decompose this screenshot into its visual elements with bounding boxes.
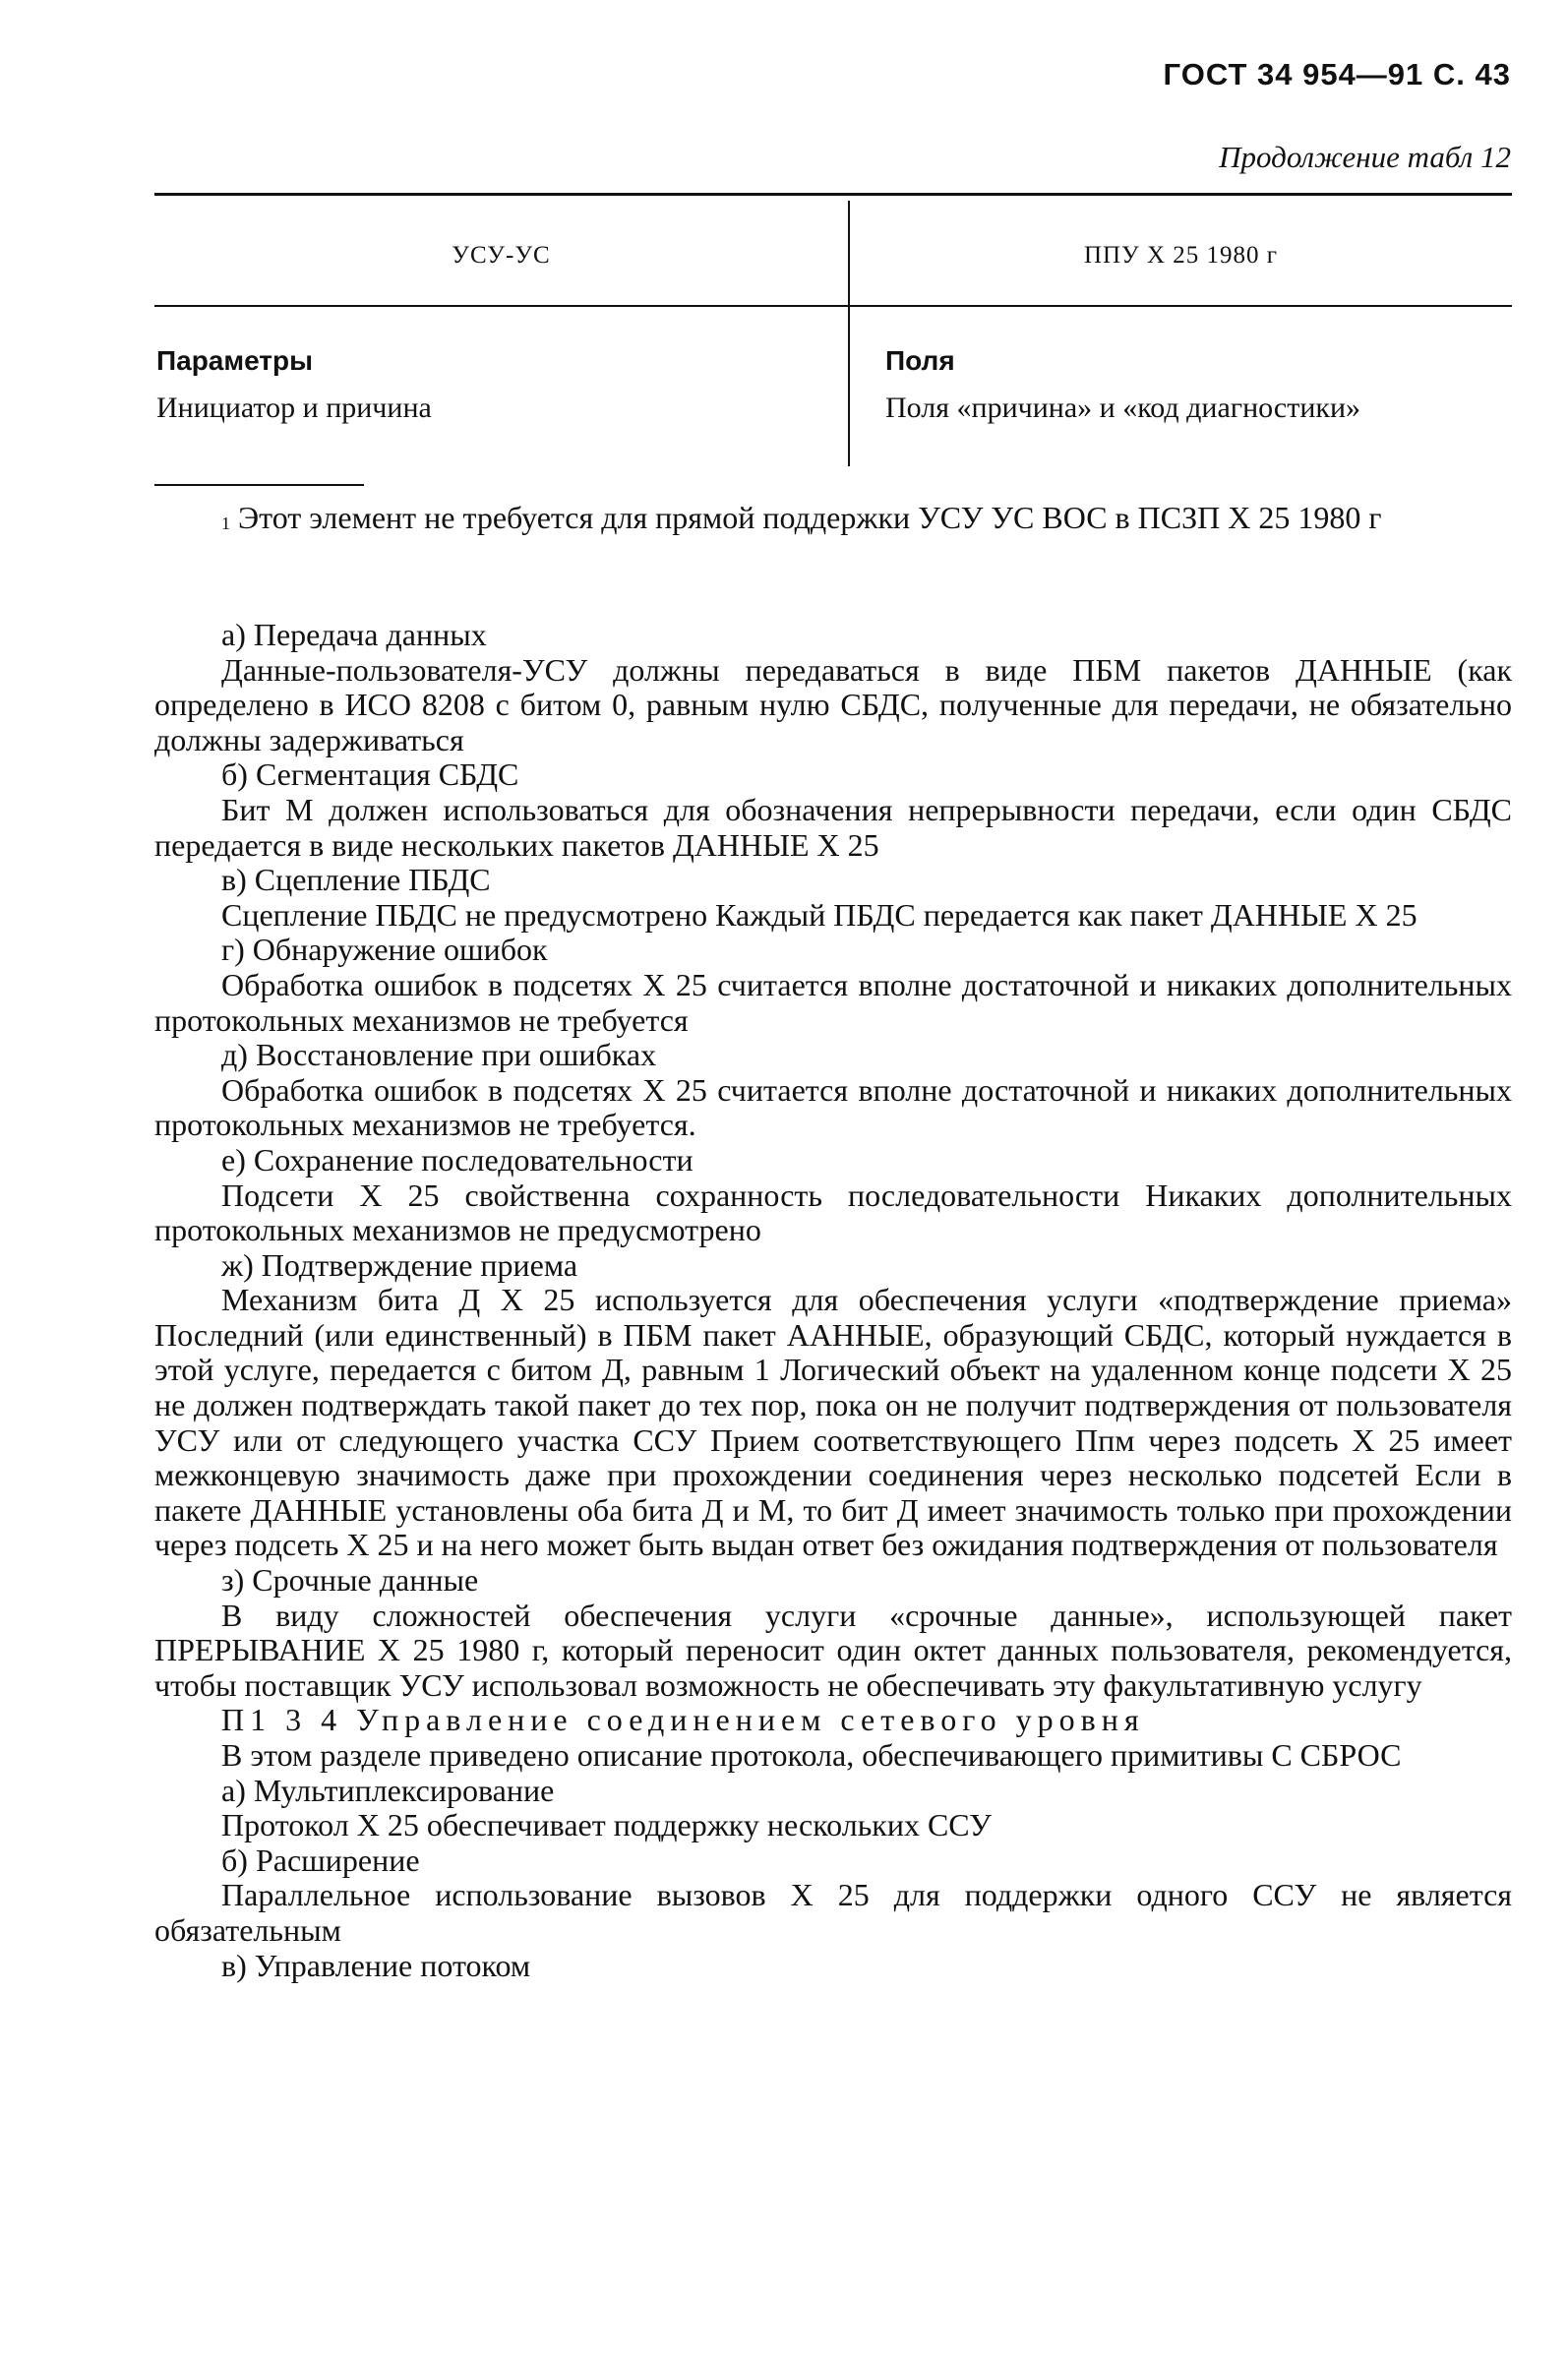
body-text (154, 618, 1512, 1983)
body-paragraph: Обработка ошибок в подсетях X 25 считается вполне достаточной и никаких дополнительных протокольных механизмов не требуется (154, 966, 1512, 1038)
body-paragraph: В этом разделе приведено описание протокола, обеспечивающего примитивы С СБРОС (221, 1737, 1402, 1773)
body-paragraph: Сцепление ПБДС не предусмотрено Каждый ПБДС передается как пакет ДАННЫЕ X 25 (221, 896, 1417, 933)
continuation-table (154, 193, 1512, 473)
body-paragraph: з) Срочные данные (221, 1562, 479, 1599)
body-paragraph: г) Обнаружение ошибок (221, 932, 548, 968)
table-header-left: УСУ-УС (452, 242, 551, 269)
body-paragraph: Механизм бита Д X 25 используется для обеспечения услуги «подтверждение приема» Последний (или единственный) в ПБМ пакет ААННЫЕ, образующий СБДС, который нуждается в этой услуге, передается с битом Д, равным 1 Логический объект на удаленном конце подсети X 25 не должен подтверждать такой пакет до тех пор, пока он не получит подтверждения от пользователя УСУ или от следующего участка ССУ Прием соответствующего Ппм через подсеть X 25 имеет межконцевую значимость даже при прохождении соединения через несколько подсетей Если в пакете ДАННЫЕ установлены оба бита Д и М, то бит Д имеет значимость только при прохождении через подсеть X 25 и на него может быть выдан ответ без ожидания подтверждения от пользователя (154, 1282, 1512, 1563)
table-continuation-label: Продолжение табл 12 (1219, 140, 1511, 174)
table-header-right: ППУ X 25 1980 г (1083, 242, 1279, 269)
footnote (154, 496, 1512, 539)
body-paragraph: ж) Подтверждение приема (221, 1246, 578, 1283)
body-paragraph: а) Мультиплексирование (221, 1772, 555, 1808)
table-header-rule (154, 305, 1512, 307)
table-cell-right (885, 337, 1360, 432)
body-paragraph: Данные-пользователя-УСУ должны передаваться в виде ПБМ пакетов ДАННЫЕ (как определено в ИСО 8208 с битом 0, равным нулю СБДС, полученные для передачи, не обязательно должны задерживаться (154, 651, 1512, 757)
body-paragraph: Протокол X 25 обеспечивает поддержку нескольких ССУ (221, 1807, 992, 1843)
table-cell-left-heading: Параметры (156, 345, 314, 376)
body-paragraph: П1 3 4 Управление соединением сетевого уровня (221, 1702, 1145, 1738)
body-paragraph: Бит М должен использоваться для обозначения непрерывности передачи, если один СБДС передается в виде нескольких пакетов ДАННЫЕ X 25 (154, 791, 1512, 863)
body-paragraph: б) Расширение (221, 1842, 420, 1878)
body-paragraph: д) Восстановление при ошибках (221, 1037, 657, 1073)
footnote-marker: 1 (221, 513, 230, 533)
running-title: ГОСТ 34 954—91 С. 43 (1163, 57, 1511, 91)
table-cell-left-text: Инициатор и причина (156, 392, 432, 424)
body-paragraph: Подсети X 25 свойственна сохранность последовательности Никаких дополнительных протокольных механизмов не предусмотрено (154, 1177, 1512, 1248)
table-cell-left (156, 337, 432, 432)
footnote-text: Этот элемент не требуется для прямой поддержки УСУ УС ВОС в ПСЗП X 25 1980 г (238, 500, 1382, 535)
body-paragraph: е) Сохранение последовательности (221, 1141, 694, 1178)
body-paragraph: а) Передача данных (221, 617, 487, 652)
body-paragraph: в) Управление потоком (221, 1947, 531, 1983)
table-column-divider (848, 201, 850, 466)
body-paragraph: в) Сцепление ПБДС (221, 862, 491, 898)
body-paragraph: Параллельное использование вызовов X 25 для поддержки одного ССУ не является обязательным (154, 1877, 1512, 1948)
table-cell-right-heading: Поля (885, 345, 955, 376)
table-cell-right-text: Поля «причина» и «код диагностики» (885, 392, 1361, 424)
body-paragraph: Обработка ошибок в подсетях X 25 считается вполне достаточной и никаких дополнительных протокольных механизмов не требуется. (154, 1071, 1512, 1143)
body-paragraph: б) Сегментация СБДС (221, 756, 519, 793)
table-top-rule (154, 193, 1512, 196)
body-paragraph: В виду сложностей обеспечения услуги «срочные данные», использующей пакет ПРЕРЫВАНИЕ X 25 1980 г, который переносит один октет данных пользователя, рекомендуется, чтобы поставщик УСУ использовал возможность не обеспечивать эту факультативную услугу (154, 1597, 1512, 1703)
footnote-rule (154, 484, 364, 486)
